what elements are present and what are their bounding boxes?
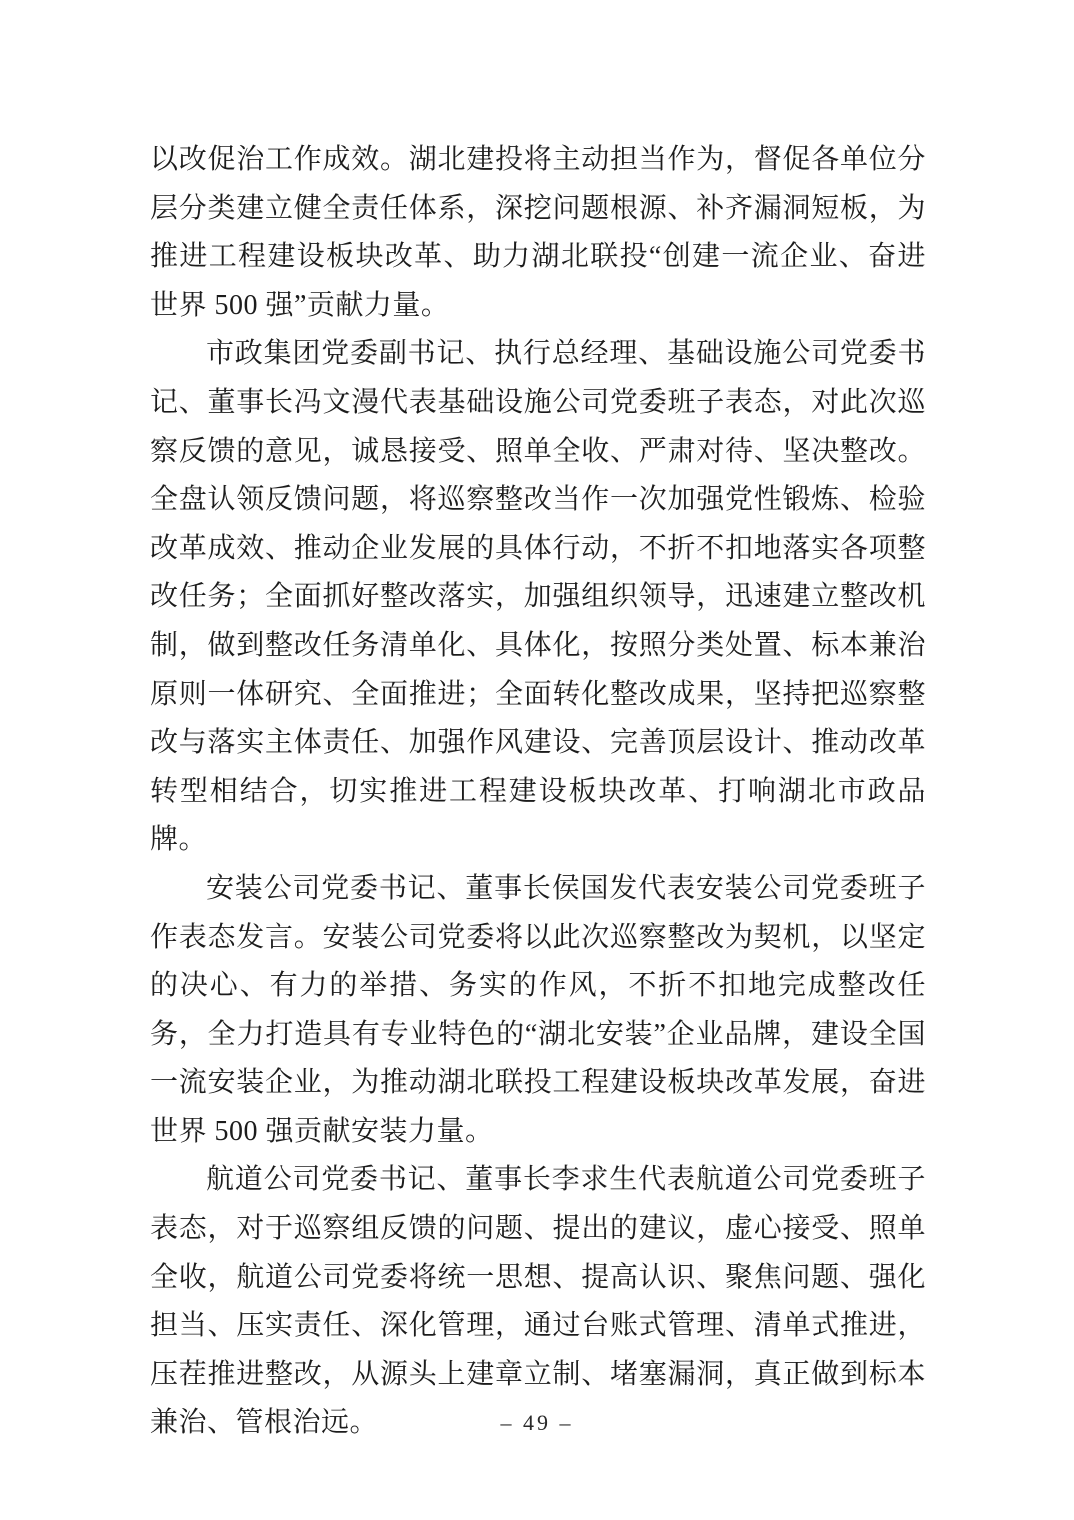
document-body [150, 136, 926, 1448]
paragraph-shizheng-group: 市政集团党委副书记、执行总经理、基础设施公司党委书记、董事长冯文漫代表基础设施公司党委班子表态，对此次巡察反馈的意见，诚恳接受、照单全收、严肃对待、坚决整改。全盘认领反馈问题，将巡察整改当作一次加强党性锻炼、检验改革成效、推动企业发展的具体行动，不折不扣地落实各项整改任务；全面抓好整改落实，加强组织领导，迅速建立整改机制，做到整改任务清单化、具体化，按照分类处置、标本兼治原则一体研究、全面推进；全面转化整改成果，坚持把巡察整改与落实主体责任、加强作风建设、完善顶层设计、推动改革转型相结合，切实推进工程建设板块改革、打响湖北市政品牌。 [150, 338, 926, 856]
paragraph-hangdao-company: 航道公司党委书记、董事长李求生代表航道公司党委班子表态，对于巡察组反馈的问题、提出的建议，虚心接受、照单全收，航道公司党委将统一思想、提高认识、聚焦问题、强化担当、压实责任、深化管理，通过台账式管理、清单式推进，压茬推进整改，从源头上建章立制、堵塞漏洞，真正做到标本兼治、管根治远。 [150, 1164, 926, 1439]
page-footer [0, 1410, 1074, 1436]
paragraph-anzhuang-company: 安装公司党委书记、董事长侯国发代表安装公司党委班子作表态发言。安装公司党委将以此次巡察整改为契机，以坚定的决心、有力的举措、务实的作风，不折不扣地完成整改任务，全力打造具有专业特色的“湖北安装”企业品牌，建设全国一流安装企业，为推动湖北联投工程建设板块改革发展，奋进世界 500 强贡献安装力量。 [150, 872, 926, 1147]
paragraph-continuation: 以改促治工作成效。湖北建投将主动担当作为，督促各单位分层分类建立健全责任体系，深挖问题根源、补齐漏洞短板，为推进工程建设板块改革、助力湖北联投“创建一流企业、奋进世界 500 强”贡献力量。 [150, 144, 926, 321]
page-number: – 49 – [500, 1410, 574, 1435]
